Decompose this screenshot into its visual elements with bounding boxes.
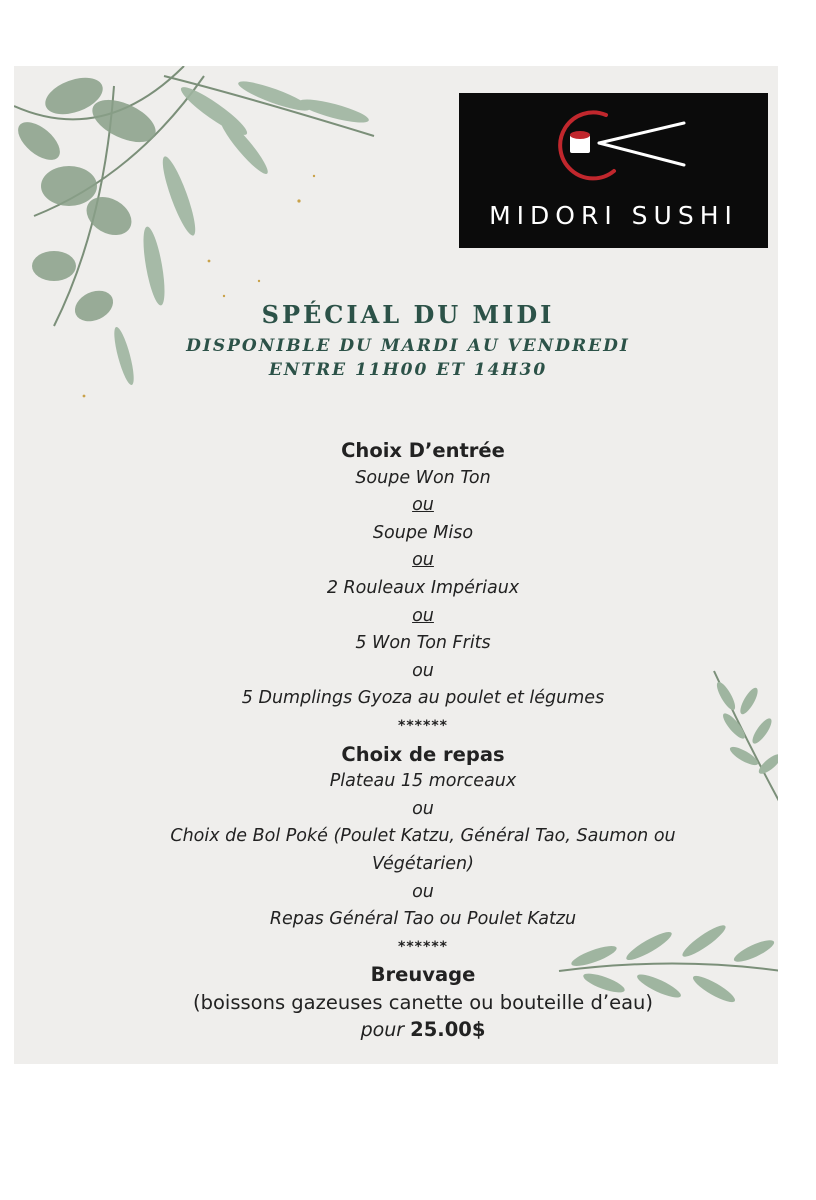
or-separator: ou	[412, 495, 434, 516]
price-line	[0, 1016, 816, 1044]
section-divider: ******	[398, 717, 448, 734]
entree-option: 5 Won Ton Frits	[355, 633, 491, 654]
availability-days: DISPONIBLE DU MARDI AU VENDREDI	[186, 336, 630, 356]
repas-heading: Choix de repas	[341, 742, 505, 766]
entree-option: 2 Rouleaux Impériaux	[326, 577, 520, 598]
repas-option: Plateau 15 morceaux	[329, 771, 517, 792]
breuvage-heading: Breuvage	[370, 963, 476, 987]
breuvage-description: (boissons gazeuses canette ou bouteille d’eau)	[193, 990, 653, 1014]
section-divider: ******	[398, 938, 448, 955]
entree-option: Soupe Miso	[372, 522, 474, 543]
entree-option: Soupe Won Ton	[355, 467, 491, 488]
or-separator: ou	[412, 605, 434, 626]
price-value: 25.00$	[410, 1018, 486, 1042]
repas-option: Végétarien)	[372, 853, 474, 874]
logo	[459, 93, 768, 248]
logo-name: MIDORI SUSHI	[489, 201, 738, 230]
entree-option: 5 Dumplings Gyoza au poulet et légumes	[241, 688, 605, 709]
repas-option: Repas Général Tao ou Poulet Katzu	[269, 909, 577, 930]
or-separator: ou	[412, 660, 434, 681]
availability-hours: ENTRE 11H00 ET 14H30	[268, 360, 548, 380]
or-separator: ou	[412, 550, 434, 571]
menu-body	[0, 437, 816, 1044]
repas-option: Choix de Bol Poké (Poulet Katzu, Général Tao, Saumon ou	[170, 826, 676, 847]
price-prefix: pour	[360, 1019, 405, 1042]
or-separator: ou	[412, 881, 434, 902]
or-separator: ou	[412, 798, 434, 819]
entree-heading: Choix D’entrée	[341, 439, 505, 462]
page-title: SPÉCIAL DU MIDI	[261, 300, 555, 329]
sushi-chopsticks-icon	[544, 103, 689, 188]
